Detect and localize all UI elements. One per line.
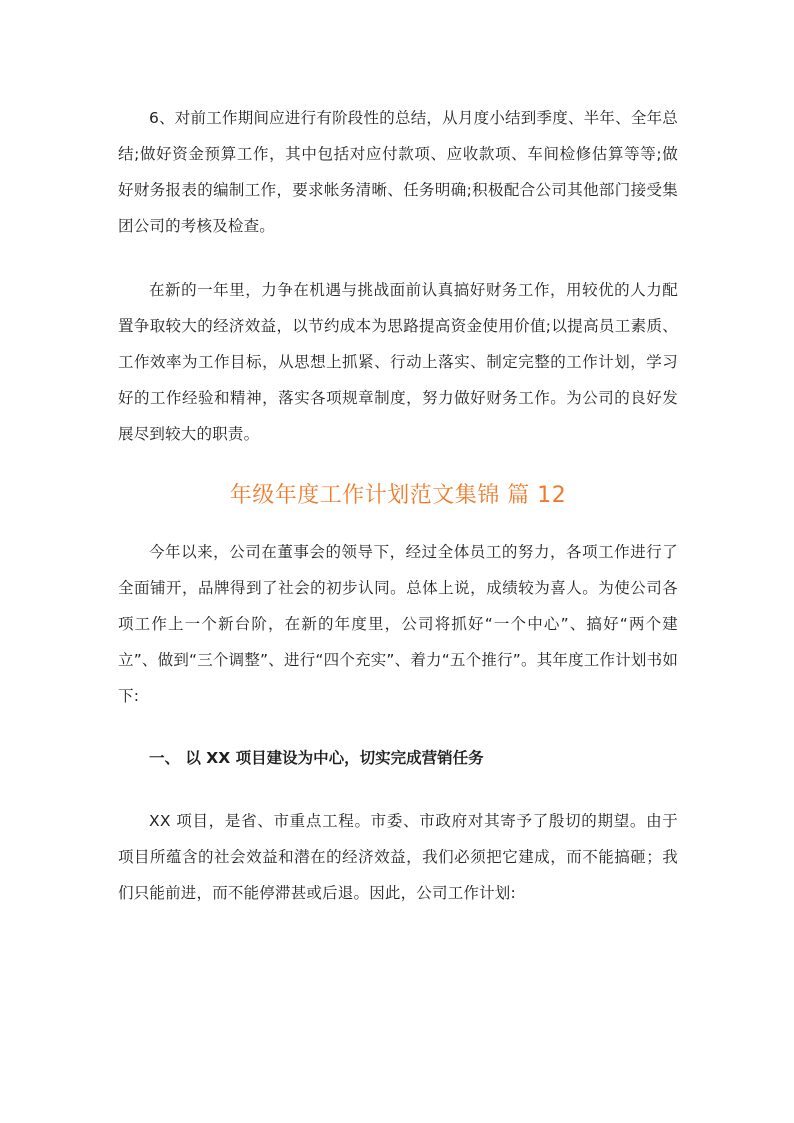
paragraph-project-description: XX 项目，是省、市重点工程。市委、市政府对其寄予了殷切的期望。由于项目所蕴含的社会效益和潜在的经济效益，我们必须把它建成，而不能搞砸；我们只能前进，而不能停滞甚或后退。因此，公司工作计划:: [118, 812, 678, 902]
subheading-project-center: 一、 以 XX 项目建设为中心，切实完成营销任务: [149, 749, 484, 767]
paragraph-annual-overview: 今年以来，公司在董事会的领导下，经过全体员工的努力，各项工作进行了全面铺开，品牌得到了社会的初步认同。总体上说，成绩较为喜人。为使公司各项工作上一个新台阶，在新的年度里，公司将抓好“一个中心”、搞好“两个建立”、做到“三个调整”、进行“四个充实”、着力“五个推行”。其年度工作计划书如下:: [118, 543, 679, 705]
paragraph-new-year-goals: 在新的一年里，力争在机遇与挑战面前认真搞好财务工作，用较优的人力配置争取较大的经济效益，以节约成本为思路提高资金使用价值;以提高员工素质、工作效率为工作目标，从思想上抓紧、行动上落实、制定完整的工作计划，学习好的工作经验和精神，落实各项规章制度，努力做好财务工作。为公司的良好发展尽到较大的职责。: [118, 281, 678, 443]
document-page: [118, 100, 678, 911]
section-title: 年级年度工作计划范文集锦 篇 12: [229, 483, 567, 508]
paragraph-summary-work: 6、对前工作期间应进行有阶段性的总结，从月度小结到季度、半年、全年总结;做好资金预算工作，其中包括对应付款项、应收款项、车间检修估算等等;做好财务报表的编制工作，要求帐务清晰、任务明确;积极配合公司其他部门接受集团公司的考核及检查。: [118, 109, 678, 235]
